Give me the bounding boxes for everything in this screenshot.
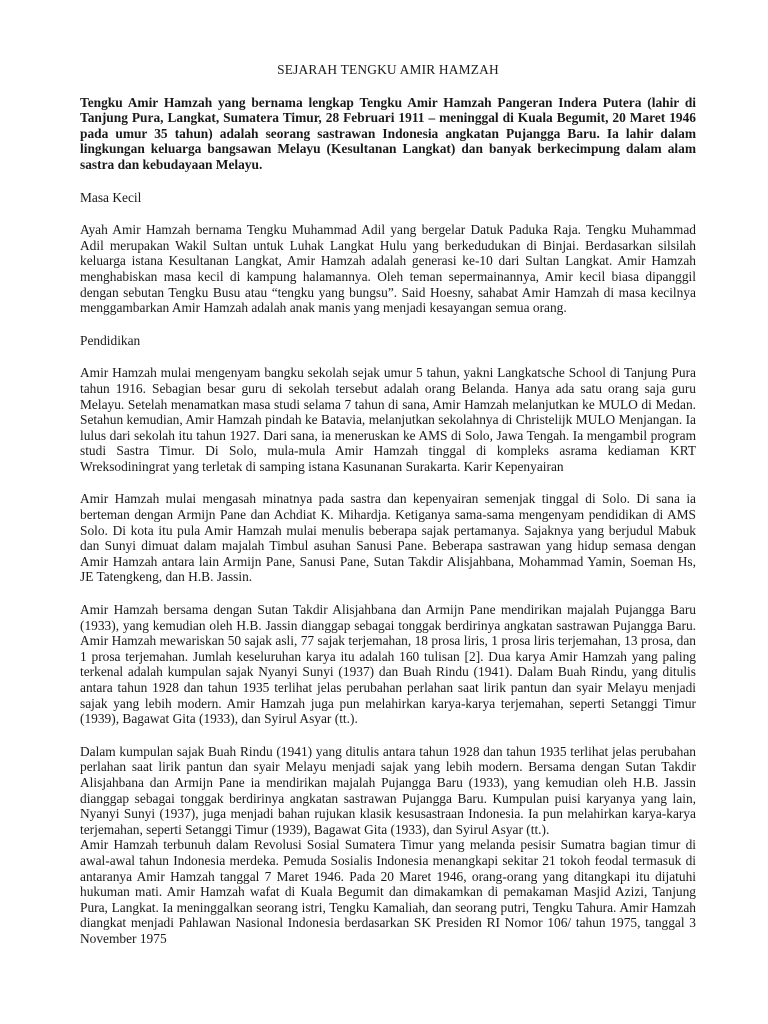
paragraph-buah-rindu: Dalam kumpulan sajak Buah Rindu (1941) yang ditulis antara tahun 1928 dan tahun 1935 terlihat jelas perubahan perlahan saat lirik pantun dan syair Melayu menjadi sajak yang lebih modern. Bersama dengan Sutan Takdir Alisjahbana dan Armijn Pane ia mendirikan majalah Pujangga Baru (1933), yang kemudian oleh H.B. Jassin dianggap sebagai tonggak berdirinya angkatan sastrawan Pujangga Baru. Kumpulan puisi karyanya yang lain, Nyanyi Sunyi (1937), juga menjadi bahan rujukan klasik kesusastraan Indonesia. Ia pun melahirkan karya-karya terjemahan, seperti Setanggi Timur (1939), Bagawat Gita (1933), dan Syirul Asyar (tt.). [80, 743, 696, 837]
paragraph-wafat: Amir Hamzah terbunuh dalam Revolusi Sosial Sumatera Timur yang melanda pesisir Sumatra bagian timur di awal-awal tahun Indonesia merdeka. Pemuda Sosialis Indonesia menangkapi sekitar 21 tokoh feodal termasuk di antaranya Amir Hamzah tanggal 7 Maret 1946. Pada 20 Maret 1946, orang-orang yang ditangkapi itu dijatuhi hukuman mati. Amir Hamzah wafat di Kuala Begumit dan dimakamkan di pemakaman Masjid Azizi, Tanjung Pura, Langkat. Ia meninggalkan seorang istri, Tengku Kamaliah, dan seorang putri, Tengku Tahura. Amir Hamzah diangkat menjadi Pahlawan Nasional Indonesia berdasarkan SK Presiden RI Nomor 106/ tahun 1975, tanggal 3 November 1975 [80, 837, 696, 946]
section-heading-masa-kecil: Masa Kecil [80, 189, 142, 205]
paragraph-karir-kepenyairan: Amir Hamzah mulai mengasah minatnya pada sastra dan kepenyairan semenjak tinggal di Solo. Di sana ia berteman dengan Armijn Pane dan Achdiat K. Mihardja. Ketiganya sama-sama mengenyam pendidikan di AMS Solo. Di kota itu pula Amir Hamzah mulai menulis beberapa sajak pertamanya. Sajaknya yang berjudul Mabuk dan Sunyi dimuat dalam majalah Timbul asuhan Sanusi Pane. Beberapa sastrawan yang hidup semasa dengan Amir Hamzah antara lain Armijn Pane, Sanusi Pane, Sutan Takdir Alisjahbana, Mohammad Yamin, Soeman Hs, JE Tatengkeng, dan H.B. Jassin. [80, 491, 696, 585]
paragraph-pendidikan: Amir Hamzah mulai mengenyam bangku sekolah sejak umur 5 tahun, yakni Langkatsche School di Tanjung Pura tahun 1916. Sebagian besar guru di sekolah tersebut adalah orang Belanda. Hanya ada satu orang saja guru Melayu. Setelah menamatkan masa studi selama 7 tahun di sana, Amir Hamzah melanjutkan ke MULO di Medan. Setahun kemudian, Amir Hamzah pindah ke Batavia, melanjutkan sekolahnya di Christelijk MULO Menjangan. Ia lulus dari sekolah itu tahun 1927. Dari sana, ia meneruskan ke AMS di Solo, Jawa Tengah. Ia mengambil program studi Sastra Timur. Di Solo, mula-mula Amir Hamzah tinggal di kompleks asrama kediaman KRT Wreksodiningrat yang terletak di samping istana Kasunanan Surakarta. Karir Kepenyairan [80, 365, 696, 474]
section-heading-pendidikan: Pendidikan [80, 332, 141, 348]
paragraph-masa-kecil: Ayah Amir Hamzah bernama Tengku Muhammad Adil yang bergelar Datuk Paduka Raja. Tengku Muhammad Adil merupakan Wakil Sultan untuk Luhak Langkat Hulu yang berkedudukan di Binjai. Berdasarkan silsilah keluarga istana Kesultanan Langkat, Amir Hamzah adalah generasi ke-10 dari Sultan Langkat. Amir Hamzah menghabiskan masa kecil di kampung halamannya. Oleh teman sepermainannya, Amir kecil biasa dipanggil dengan sebutan Tengku Busu atau “tengku yang bungsu”. Said Hoesny, sahabat Amir Hamzah di masa kecilnya menggambarkan Amir Hamzah adalah anak manis yang menjadi kesayangan semua orang. [80, 222, 696, 316]
document-body [80, 62, 696, 947]
paragraph-pujangga-baru: Amir Hamzah bersama dengan Sutan Takdir Alisjahbana dan Armijn Pane mendirikan majalah Pujangga Baru (1933), yang kemudian oleh H.B. Jassin dianggap sebagai tonggak berdirinya angkatan sastrawan Pujangga Baru. Amir Hamzah mewariskan 50 sajak asli, 77 sajak terjemahan, 18 prosa liris, 1 prosa liris terjemahan, 13 prosa, dan 1 prosa terjemahan. Jumlah keseluruhan karya itu adalah 160 tulisan [2]. Dua karya Amir Hamzah yang paling terkenal adalah kumpulan sajak Nyanyi Sunyi (1937) dan Buah Rindu (1941). Dalam Buah Rindu, yang ditulis antara tahun 1928 dan tahun 1935 terlihat jelas perubahan perlahan saat lirik pantun dan syair Melayu menjadi sajak yang lebih modern. Amir Hamzah juga pun melahirkan karya-karya terjemahan, seperti Setanggi Timur (1939), Bagawat Gita (1933), dan Syirul Asyar (tt.). [80, 602, 696, 727]
page-title: SEJARAH TENGKU AMIR HAMZAH [277, 62, 499, 77]
intro-paragraph: Tengku Amir Hamzah yang bernama lengkap Tengku Amir Hamzah Pangeran Indera Putera (lahir di Tanjung Pura, Langkat, Sumatera Timur, 28 Februari 1911 – meninggal di Kuala Begumit, 20 Maret 1946 pada umur 35 tahun) adalah seorang sastrawan Indonesia angkatan Pujangga Baru. Ia lahir dalam lingkungan keluarga bangsawan Melayu (Kesultanan Langkat) dan banyak berkecimpung dalam alam sastra dan kebudayaan Melayu. [80, 94, 696, 172]
